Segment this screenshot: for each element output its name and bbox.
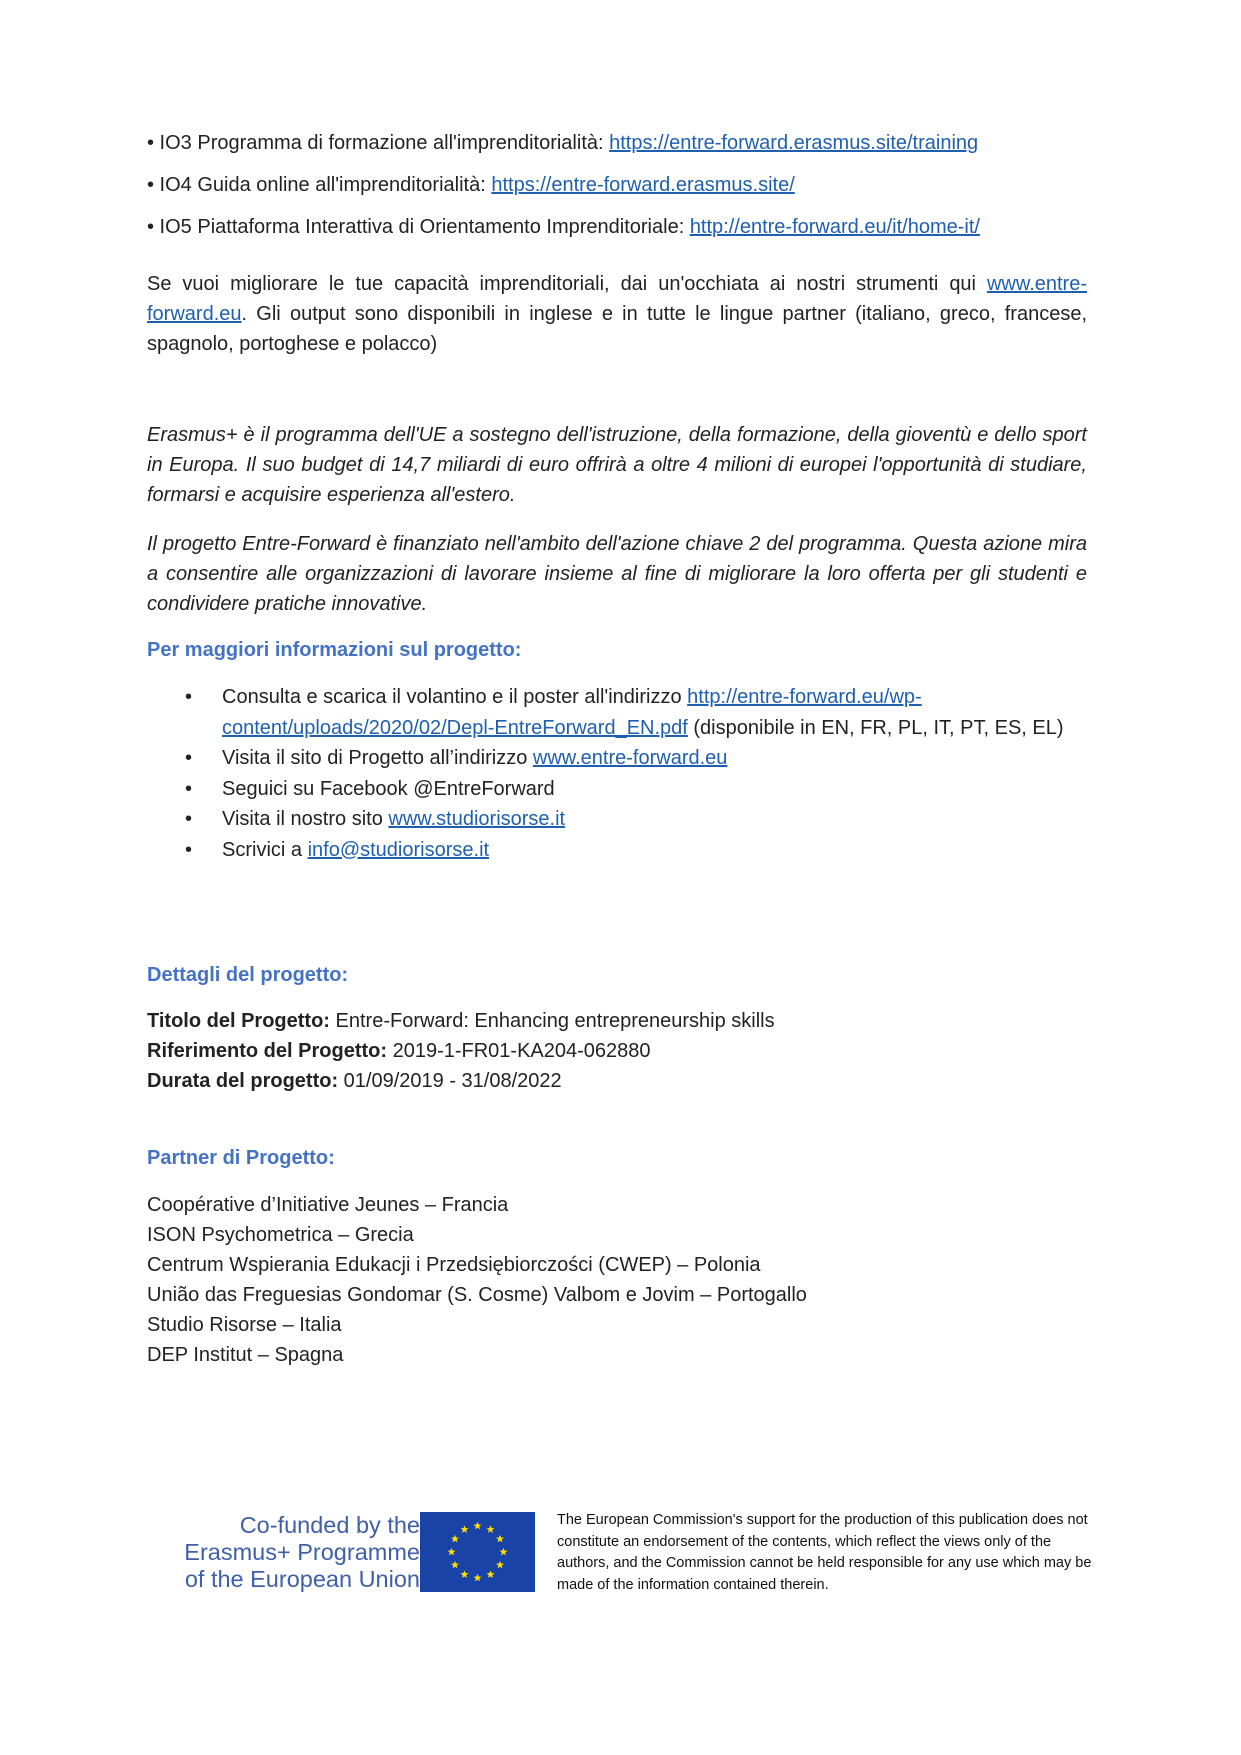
erasmus-paragraph: Erasmus+ è il programma dell'UE a sostegno dell'istruzione, della formazione, della gioventù e dello sport in Europa. Il suo budget di 14,7 miliardi di euro offrirà a oltre 4 milioni di europei l'opportunità di studiare, formarsi e acquisire esperienza all'estero.	[147, 424, 1087, 506]
email-link[interactable]: info@studiorisorse.it	[307, 838, 490, 861]
intro-link[interactable]: www.entre-forward.eu	[147, 273, 1087, 325]
star-icon	[451, 1561, 459, 1569]
list-item	[185, 682, 1085, 743]
star-icon	[474, 1522, 482, 1530]
partner-item: Coopérative d’Initiative Jeunes – Francia	[147, 1194, 509, 1216]
info-list	[185, 682, 1085, 865]
eu-flag-icon	[420, 1512, 535, 1592]
bullet-icon: •	[185, 808, 193, 830]
details-label: Riferimento del Progetto:	[147, 1040, 388, 1062]
details-value: 01/09/2019 - 31/08/2022	[338, 1070, 562, 1092]
erasmus-logo-text	[160, 1512, 420, 1593]
list-item	[185, 804, 1085, 835]
details-value: Entre-Forward: Enhancing entrepreneurship skills	[329, 1010, 775, 1032]
star-icon	[474, 1574, 482, 1582]
details-heading: Dettagli del progetto:	[147, 964, 349, 986]
logo-line: Erasmus+ Programme	[184, 1539, 420, 1565]
output-label: • IO4 Guida online all'imprenditorialità:	[147, 174, 492, 196]
output-label: • IO3 Programma di formazione all'imprenditorialità:	[147, 132, 610, 154]
details-label: Durata del progetto:	[147, 1070, 339, 1092]
details-value: 2019-1-FR01-KA204-062880	[387, 1040, 651, 1062]
bullet-icon: •	[185, 777, 193, 800]
star-icon	[448, 1548, 456, 1556]
list-item-text: Visita il sito di Progetto all’indirizzo	[222, 747, 533, 769]
star-icon	[487, 1525, 495, 1533]
partner-item: Studio Risorse – Italia	[147, 1314, 342, 1336]
list-item-text: Scrivici a	[222, 838, 308, 861]
bullet-icon: •	[185, 686, 193, 708]
output-link-guide[interactable]: https://entre-forward.erasmus.site/	[491, 174, 795, 196]
project-funding-paragraph: Il progetto Entre-Forward è finanziato nell'ambito dell'azione chiave 2 del programma. Questa azione mira a consentire alle organizzazioni di lavorare insieme al fine di migliorare la loro offerta per gli studenti e condividere pratiche innovative.	[147, 533, 1087, 615]
partner-item: ISON Psychometrica – Grecia	[147, 1224, 414, 1246]
star-icon	[451, 1535, 459, 1543]
list-item-text: Seguici su Facebook @EntreForward	[222, 777, 555, 800]
output-line-io5	[147, 212, 1087, 242]
details-row-reference	[147, 1036, 1087, 1066]
details-label: Titolo del Progetto:	[147, 1010, 330, 1032]
star-icon	[500, 1548, 508, 1556]
list-item	[185, 743, 1085, 774]
intro-text-before: Se vuoi migliorare le tue capacità imprenditoriali, dai un'occhiata ai nostri strumenti qui	[147, 273, 987, 295]
list-item-text: Consulta e scarica il volantino e il poster all'indirizzo	[222, 686, 688, 708]
output-label: • IO5 Piattaforma Interattiva di Orientamento Imprenditoriale:	[147, 216, 690, 238]
output-link-platform[interactable]: http://entre-forward.eu/it/home-it/	[689, 216, 980, 238]
logo-line: Co-funded by the	[239, 1512, 420, 1538]
partner-item: DEP Institut – Spagna	[147, 1344, 344, 1366]
star-icon	[461, 1570, 469, 1578]
details-row-duration	[147, 1066, 1087, 1096]
logo-line: of the European Union	[184, 1566, 420, 1592]
studio-site-link[interactable]: www.studiorisorse.it	[388, 808, 566, 830]
output-line-io4	[147, 170, 1087, 200]
partners-heading: Partner di Progetto:	[147, 1147, 335, 1169]
info-heading: Per maggiori informazioni sul progetto:	[147, 639, 522, 661]
details-block	[147, 1006, 1087, 1096]
list-item-text-after: (disponibile in EN, FR, PL, IT, PT, ES, EL)	[687, 716, 1064, 739]
list-item	[185, 774, 1085, 805]
star-icon	[461, 1525, 469, 1533]
project-site-link[interactable]: www.entre-forward.eu	[532, 747, 728, 769]
eu-disclaimer: The European Commission's support for the production of this publication does not constitute an endorsement of the contents, which reflect the views only of the authors, and the Commission cannot be held responsible for any use which may be made of the information contained therein.	[557, 1512, 1092, 1593]
star-icon	[496, 1561, 504, 1569]
list-item	[185, 835, 1085, 866]
details-row-title	[147, 1006, 1087, 1036]
list-item-text: Visita il nostro sito	[222, 808, 389, 830]
star-icon	[487, 1570, 495, 1578]
partner-item: União das Freguesias Gondomar (S. Cosme) Valbom e Jovim – Portogallo	[147, 1284, 807, 1306]
output-link-training[interactable]: https://entre-forward.erasmus.site/training	[609, 132, 979, 154]
intro-text-after: . Gli output sono disponibili in inglese e in tutte le lingue partner (italiano, greco, francese, spagnolo, portoghese e polacco)	[147, 303, 1087, 355]
flyer-link[interactable]: http://entre-forward.eu/wp-content/uploads/2020/02/Depl-EntreForward_EN.pdf	[222, 686, 922, 739]
output-line-io3	[147, 128, 1087, 158]
bullet-icon: •	[185, 747, 193, 769]
intro-paragraph	[147, 269, 1087, 359]
bullet-icon: •	[185, 838, 193, 861]
eu-stars-icon	[420, 1512, 535, 1592]
star-icon	[496, 1535, 504, 1543]
partners-list	[147, 1190, 1087, 1370]
partner-item: Centrum Wspierania Edukacji i Przedsiębiorczości (CWEP) – Polonia	[147, 1254, 761, 1276]
